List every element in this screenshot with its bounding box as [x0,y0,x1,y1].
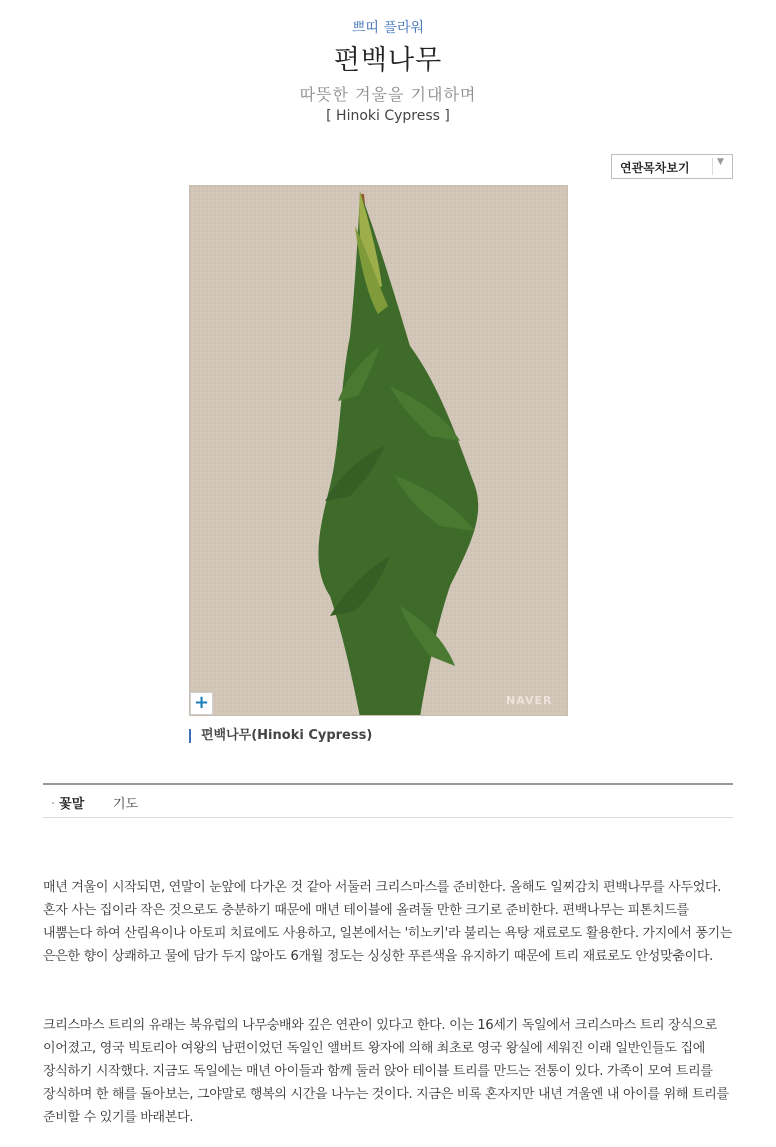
tab-prayer[interactable]: 기도 [113,797,139,812]
series-title[interactable]: 쁘띠 플라워 [351,20,425,36]
related-toc-label: 연관목차보기 [620,161,690,175]
photo-caption: 편백나무(Hinoki Cypress) [189,729,372,743]
page-subtitle: 따뜻한 겨울을 기대하며 [299,85,477,104]
related-toc-button[interactable] [611,154,733,179]
hinoki-cypress-photo[interactable] [189,185,568,716]
bullet-icon: · [51,797,56,812]
zoom-plus-button[interactable]: + [190,692,213,715]
page-title: 편백나무 [333,45,443,76]
section-tab-bar [43,783,733,818]
english-name: [ Hinoki Cypress ] [326,108,450,124]
tab-flower-language-label: 꽃말 [59,797,85,812]
chevron-down-icon: ▼ [717,157,724,167]
body-paragraph-2: 크리스마스 트리의 유래는 북유럽의 나무숭배와 깊은 연관이 있다고 한다. 이는 16세기 독일에서 크리스마스 트리 장식으로 이어졌고, 영국 빅토리아 여왕의 남편이었던 독일인 앨버트 왕자에 의해 최초로 영국 왕실에 세워진 이래 일반인들도 집에 장식하기 시작했다. 지금도 독일에는 매년 아이들과 함께 둘러 앉아 테이블 트리를 만드는 전통이 있다. 가족이 모여 트리를 장식하며 한 해를 돌아보는, 그야말로 행복의 시간을 나누는 것이다. 지금은 비록 혼자지만 내년 겨울엔 내 아이를 위해 트리를 준비할 수 있기를 바래본다. [43,1018,729,1125]
toc-divider [712,158,713,175]
body-paragraph-1: 매년 겨울이 시작되면, 연말이 눈앞에 다가온 것 같아 서둘러 크리스마스를 준비한다. 올해도 일찌감치 편백나무를 사두었다. 혼자 사는 집이라 작은 것으로도 충분하기 때문에 매년 테이블에 올려둘 만한 크기로 준비한다. 편백나무는 피톤치드를 내뿜는다 하여 산림욕이나 아토피 치료에도 사용하고, 일본에서는 '히노키'라 불리는 욕탕 재료로도 활용한다. 가지에서 풍기는 은은한 향이 상쾌하고 물에 담가 두지 않아도 6개월 정도는 싱싱한 푸른색을 유지하기 때문에 트리 재료로도 안성맞춤이다. [43,880,733,964]
naver-watermark: NAVER [506,694,553,707]
tab-flower-language[interactable] [51,793,84,812]
cypress-branch-illustration [190,186,568,716]
